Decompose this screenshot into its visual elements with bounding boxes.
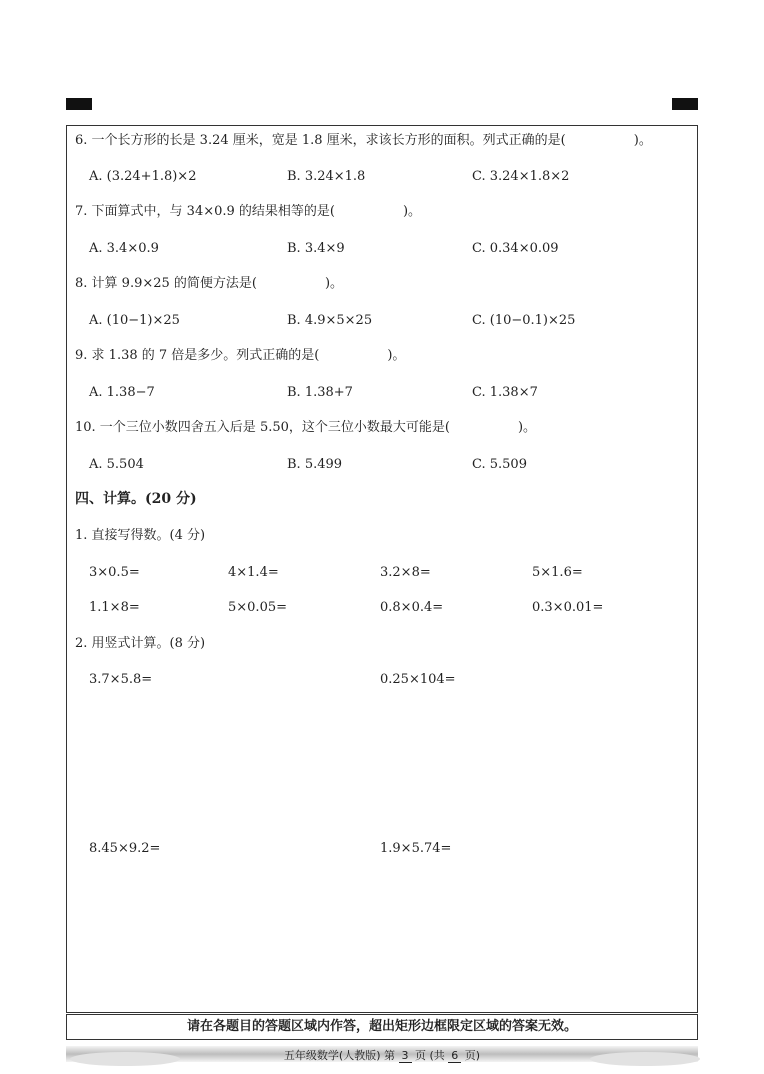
part-2-title: 2. 用竖式计算。(8 分) <box>75 636 206 651</box>
vertical-calculation-item: 8.45×9.2= <box>89 841 161 856</box>
oral-calculation-item: 5×0.05= <box>228 600 288 615</box>
oral-calculation-item: 0.3×0.01= <box>532 600 604 615</box>
question-7-stem: 7. 下面算式中，与 34×0.9 的结果相等的是( <box>75 204 335 219</box>
option-a: A. (3.24+1.8)×2 <box>89 169 197 184</box>
question-6-stem-end: )。 <box>633 133 652 148</box>
oral-calculation-item: 3.2×8= <box>380 565 431 580</box>
question-8-stem-end: )。 <box>324 276 344 291</box>
option-a: A. 1.38−7 <box>89 385 155 400</box>
oral-calculation-item: 3×0.5= <box>89 565 140 580</box>
option-c: C. 0.34×0.09 <box>472 241 559 256</box>
option-b: B. 5.499 <box>287 457 343 472</box>
oral-calculation-item: 5×1.6= <box>532 565 583 580</box>
page-footer <box>0 1047 764 1063</box>
question-7-stem-end: )。 <box>402 204 422 219</box>
option-c: C. (10−0.1)×25 <box>472 313 576 328</box>
question-9 <box>75 348 405 364</box>
vertical-calculation-item: 0.25×104= <box>380 672 456 687</box>
question-7 <box>75 204 421 220</box>
option-b: B. 4.9×5×25 <box>287 313 373 328</box>
question-8 <box>75 276 343 292</box>
oral-calculation-item: 0.8×0.4= <box>380 600 444 615</box>
question-10 <box>75 420 536 436</box>
question-10-stem-end: )。 <box>517 420 537 435</box>
question-8-stem: 8. 计算 9.9×25 的简便方法是( <box>75 276 257 291</box>
footer-prefix: 五年级数学(人教版) 第 <box>283 1049 395 1062</box>
registration-mark-right <box>672 98 698 110</box>
option-a: A. 5.504 <box>89 457 144 472</box>
page-number: 3 <box>399 1049 412 1063</box>
option-c: C. 5.509 <box>472 457 527 472</box>
question-10-stem: 10. 一个三位小数四舍五入后是 5.50，这个三位小数最大可能是( <box>75 420 450 435</box>
question-6 <box>75 133 652 149</box>
option-b: B. 3.24×1.8 <box>287 169 366 184</box>
question-6-stem: 6. 一个长方形的长是 3.24 厘米，宽是 1.8 厘米，求该长方形的面积。列式正确的是( <box>75 133 566 148</box>
question-9-stem-end: )。 <box>387 348 406 363</box>
vertical-calculation-item: 1.9×5.74= <box>380 841 452 856</box>
option-c: C. 1.38×7 <box>472 385 538 400</box>
answer-area-notice: 请在各题目的答题区域内作答，超出矩形边框限定区域的答案无效。 <box>66 1014 698 1040</box>
option-c: C. 3.24×1.8×2 <box>472 169 570 184</box>
option-a: A. (10−1)×25 <box>89 313 180 328</box>
oral-calculation-item: 4×1.4= <box>228 565 279 580</box>
question-9-stem: 9. 求 1.38 的 7 倍是多少。列式正确的是( <box>75 348 320 363</box>
option-a: A. 3.4×0.9 <box>89 241 159 256</box>
section-title: 四、计算。(20 分) <box>75 491 197 507</box>
part-1-title: 1. 直接写得数。(4 分) <box>75 528 206 543</box>
option-b: B. 3.4×9 <box>287 241 345 256</box>
footer-suffix: 页) <box>464 1049 481 1062</box>
total-pages: 6 <box>448 1049 461 1063</box>
oral-calculation-item: 1.1×8= <box>89 600 140 615</box>
option-b: B. 1.38+7 <box>287 385 353 400</box>
vertical-calculation-item: 3.7×5.8= <box>89 672 153 687</box>
registration-mark-left <box>66 98 92 110</box>
footer-middle: 页 (共 <box>415 1049 445 1062</box>
